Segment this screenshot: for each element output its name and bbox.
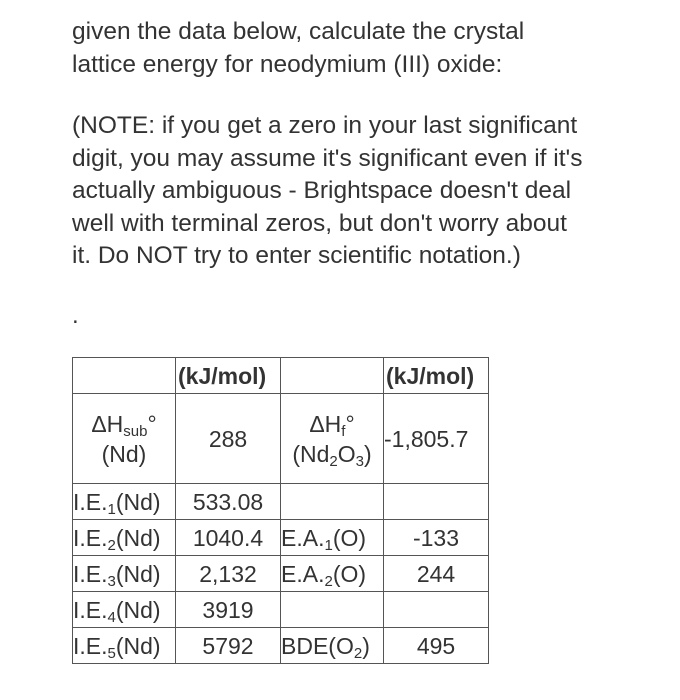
header-blank-2 — [281, 358, 384, 394]
formation-label: $\Delta H_f^\circ$ $(Nd_2O_3)$ — [281, 394, 384, 484]
bde-value: 495 — [384, 628, 489, 664]
table-row — [73, 484, 489, 520]
ie5-label: $I.E._5(Nd)$ — [73, 628, 176, 664]
separator-dot: . — [72, 302, 79, 329]
empty-cell — [281, 484, 384, 520]
sublimation-label: $\Delta H_{sub}^\circ$ (Nd) — [73, 394, 176, 484]
question-text — [72, 16, 652, 81]
note-line-2: digit, you may assume it's significant even if it's — [72, 144, 583, 172]
question-line-2: lattice energy for neodymium (III) oxide: — [72, 50, 503, 78]
ea2-label: $E.A._2(O)$ — [281, 556, 384, 592]
formation-value: -1,805.7 — [384, 394, 489, 484]
table-header-row — [73, 358, 489, 394]
note-line-1: (NOTE: if you get a zero in your last significant — [72, 112, 578, 139]
ie3-label: $I.E._3(Nd)$ — [73, 556, 176, 592]
note-line-5: it. Do NOT try to enter scientific notation.) — [72, 242, 521, 269]
note-line-3: actually ambiguous - Brightspace doesn't deal — [72, 177, 572, 204]
note-line-4: well with terminal zeros, but don't worry about — [72, 209, 567, 237]
ea2-value: 244 — [384, 556, 489, 592]
table-row — [73, 628, 489, 664]
ea1-value: -133 — [384, 520, 489, 556]
thermo-data-table — [72, 357, 489, 664]
ie5-value: 5792 — [176, 628, 281, 664]
table-row — [73, 394, 489, 484]
table-row — [73, 592, 489, 628]
table-row — [73, 556, 489, 592]
ie2-value: 1040.4 — [176, 520, 281, 556]
table-row — [73, 520, 489, 556]
header-units-2: (kJ/mol) — [384, 358, 489, 394]
empty-cell — [281, 592, 384, 628]
ie4-label: $I.E._4(Nd)$ — [73, 592, 176, 628]
sublimation-value: 288 — [176, 394, 281, 484]
question-line-1: given the data below, calculate the crystal — [72, 18, 525, 45]
ea1-label: $E.A._1(O)$ — [281, 520, 384, 556]
empty-cell — [384, 592, 489, 628]
header-blank-1 — [73, 358, 176, 394]
ie2-label: $I.E._2(Nd)$ — [73, 520, 176, 556]
ie1-label: $I.E._1(Nd)$ — [73, 484, 176, 520]
bde-label: $BDE(O_2)$ — [281, 628, 384, 664]
ie4-value: 3919 — [176, 592, 281, 628]
header-units-1: (kJ/mol) — [176, 358, 281, 394]
ie1-value: 533.08 — [176, 484, 281, 520]
note-text — [72, 110, 652, 273]
ie3-value: 2,132 — [176, 556, 281, 592]
empty-cell — [384, 484, 489, 520]
